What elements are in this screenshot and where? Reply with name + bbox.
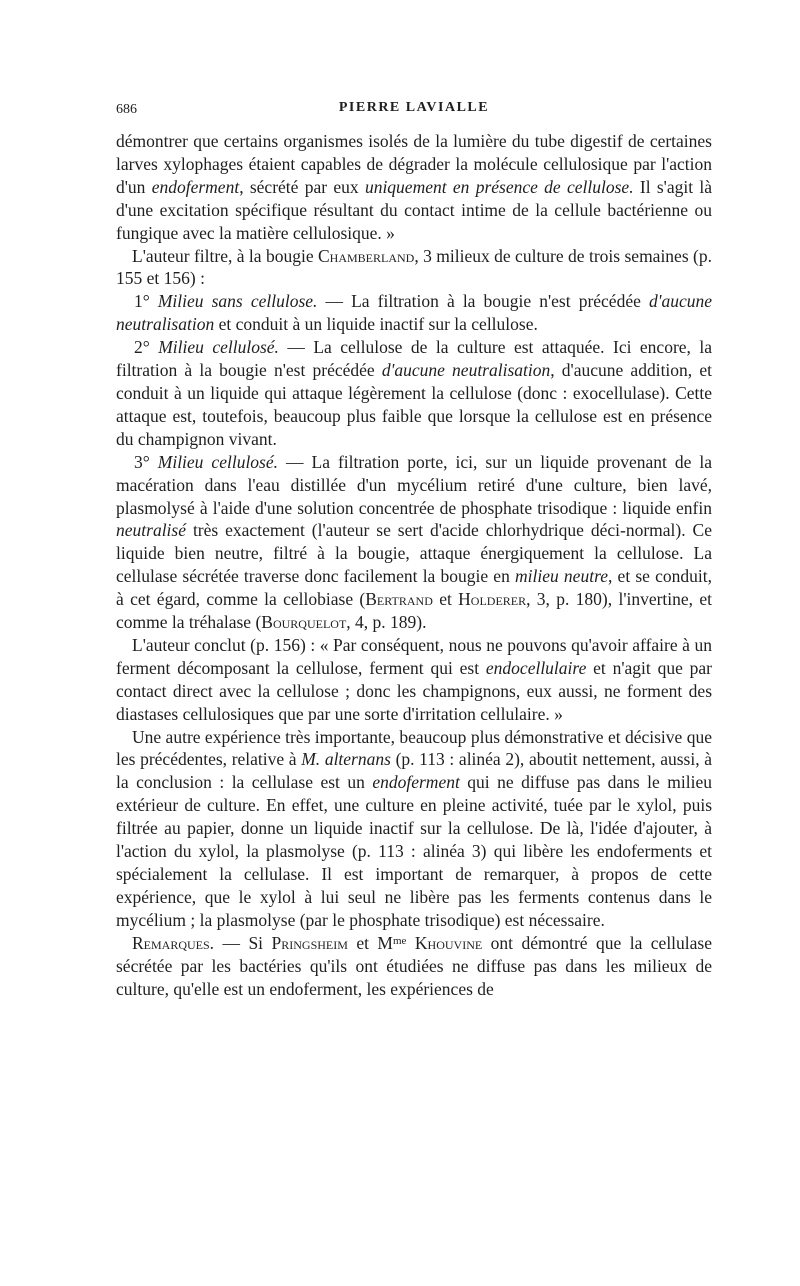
- page-header: [116, 100, 712, 124]
- paragraph-remarks: [116, 932, 712, 1001]
- text-run: ont démontré que la cellulase sécrétée par les bactéries qu'ils ont étudiées ne diffuse pas dans les milieux de culture, qu'elle est un endoferment, les expériences de: [116, 932, 712, 999]
- paragraph-conclusion: [116, 634, 712, 726]
- italic-term: uniquement en présence de cellulose.: [364, 176, 634, 197]
- body-text: [116, 130, 712, 1000]
- text-run: et M: [347, 932, 393, 953]
- author-name: Khouvine: [414, 932, 483, 953]
- italic-term: neutralisé: [116, 520, 186, 541]
- paragraph-item-1: [116, 290, 712, 336]
- italic-term: endoferment: [372, 772, 460, 793]
- text-run: [406, 933, 414, 953]
- text-run: Une autre expérience très importante, beaucoup plus démonstrative et décisive que les précédentes, relative à: [116, 726, 712, 770]
- text-run: — La filtration porte, ici, sur un liquide provenant de la macération dans l'eau distillée d'un mycélium retiré d'une culture, bien lavé, plasmolysé à l'aide d'une solution concentrée de phosphate trisodique : liquide enfin: [116, 451, 712, 518]
- paragraph-quote-end: [116, 130, 712, 245]
- author-name: Bertrand: [365, 589, 433, 610]
- paragraph-experiment: [116, 726, 712, 932]
- italic-term: endoferment: [151, 176, 240, 197]
- paragraph-filtration: [116, 245, 712, 291]
- italic-term: M. alternans: [301, 749, 391, 770]
- italic-term: endocellulaire: [485, 657, 587, 678]
- text-run: — La cellulose de la culture est attaquée. Ici encore, la filtration à la bougie n'est précédée: [116, 337, 712, 381]
- text-run: , 4, p. 189).: [346, 612, 427, 633]
- text-run: — Si: [214, 932, 272, 953]
- italic-term: Milieu sans cellulose.: [157, 291, 318, 312]
- text-run: et: [432, 589, 459, 610]
- text-run: et n'agit que par contact direct avec la cellulose ; donc les champignons, eux aussi, ne forment des diastases cellulosiques que par une sorte d'irritation cellulaire. »: [116, 657, 713, 724]
- text-run: , sécrété par eux: [239, 176, 365, 197]
- text-run: très exactement (l'auteur se sert d'acide chlorhydrique déci-normal). Ce liquide bien neutre, filtré à la bougie, attaque énergiquement la cellulose. La cellulase sécrétée traverse donc facilement la bougie en: [116, 520, 712, 587]
- running-title: PIERRE LAVIALLE: [338, 100, 490, 115]
- text-run: , 3, p. 180), l'invertine, et comme la tréhalase (: [116, 589, 712, 633]
- italic-term: milieu neutre: [515, 566, 608, 587]
- text-run: L'auteur filtre, à la bougie: [132, 245, 318, 266]
- section-label: Remarques.: [132, 932, 215, 953]
- italic-term: d'aucune neutralisation: [116, 291, 712, 335]
- text-run: Il s'agit là d'une excitation spécifique résultant du contact intime de la cellule bactérienne ou fungique avec la matière cellulosique. »: [116, 176, 712, 243]
- text-run: et conduit à un liquide inactif sur la cellulose.: [214, 314, 538, 335]
- text-run: , et se conduit, à cet égard, comme la cellobiase (: [116, 566, 712, 610]
- text-run: — La filtration à la bougie n'est précédée: [317, 291, 649, 312]
- paragraph-item-2: [116, 336, 712, 451]
- page-number: 686: [116, 102, 137, 117]
- italic-term: Milieu cellulosé.: [157, 451, 279, 472]
- item-number: 2°: [134, 337, 150, 358]
- author-name: Chamberland: [318, 245, 415, 266]
- italic-term: Milieu cellulosé.: [158, 337, 279, 358]
- italic-term: d'aucune neutralisation: [381, 360, 551, 381]
- text-run: démontrer que certains organismes isolés de la lumière du tube digestif de certaines larves xylophages étaient capables de dégrader la molécule cellulosique par l'action d'un: [116, 131, 712, 197]
- text-run: (p. 113 : alinéa 2), aboutit nettement, aussi, à la conclusion : la cellulase est un: [116, 749, 712, 793]
- text-run: qui ne diffuse pas dans le milieu extérieur de culture. En effet, une culture en pleine activité, tuée par le xylol, puis filtrée au papier, donne un liquide inactif sur la cellulose. De là, l'idée d'ajouter, à l'action du xylol, la plasmolyse (p. 113 : alinéa 3) qui libère les endoferments et spécialement la cellulase. Il est important de remarquer, à propos de cette expérience, que le xylol à lui seul ne libère pas les ferments contenus dans le mycélium ; la plasmolyse (par le phosphate trisodique) est nécessaire.: [116, 772, 712, 930]
- author-name: Pringsheim: [271, 932, 348, 953]
- superscript: me: [393, 934, 407, 947]
- author-name: Holderer: [458, 589, 527, 610]
- item-number: 1°: [134, 291, 150, 312]
- author-name: Bourquelot: [261, 612, 347, 633]
- paragraph-item-3: [116, 451, 712, 634]
- text-run: , 3 milieux de culture de trois semaines (p. 155 et 156) :: [116, 245, 712, 289]
- text-run: L'auteur conclut (p. 156) : « Par conséquent, nous ne pouvons qu'avoir affaire à un ferment décomposant la cellulose, ferment qui est: [116, 634, 712, 678]
- item-number: 3°: [134, 451, 150, 472]
- text-run: , d'aucune addition, et conduit à un liquide qui attaque légèrement la cellulose (donc : exocellulase). Cette attaque est, toutefois, beaucoup plus faible que lorsque la cellulose est en présence du champignon vivant.: [116, 360, 712, 449]
